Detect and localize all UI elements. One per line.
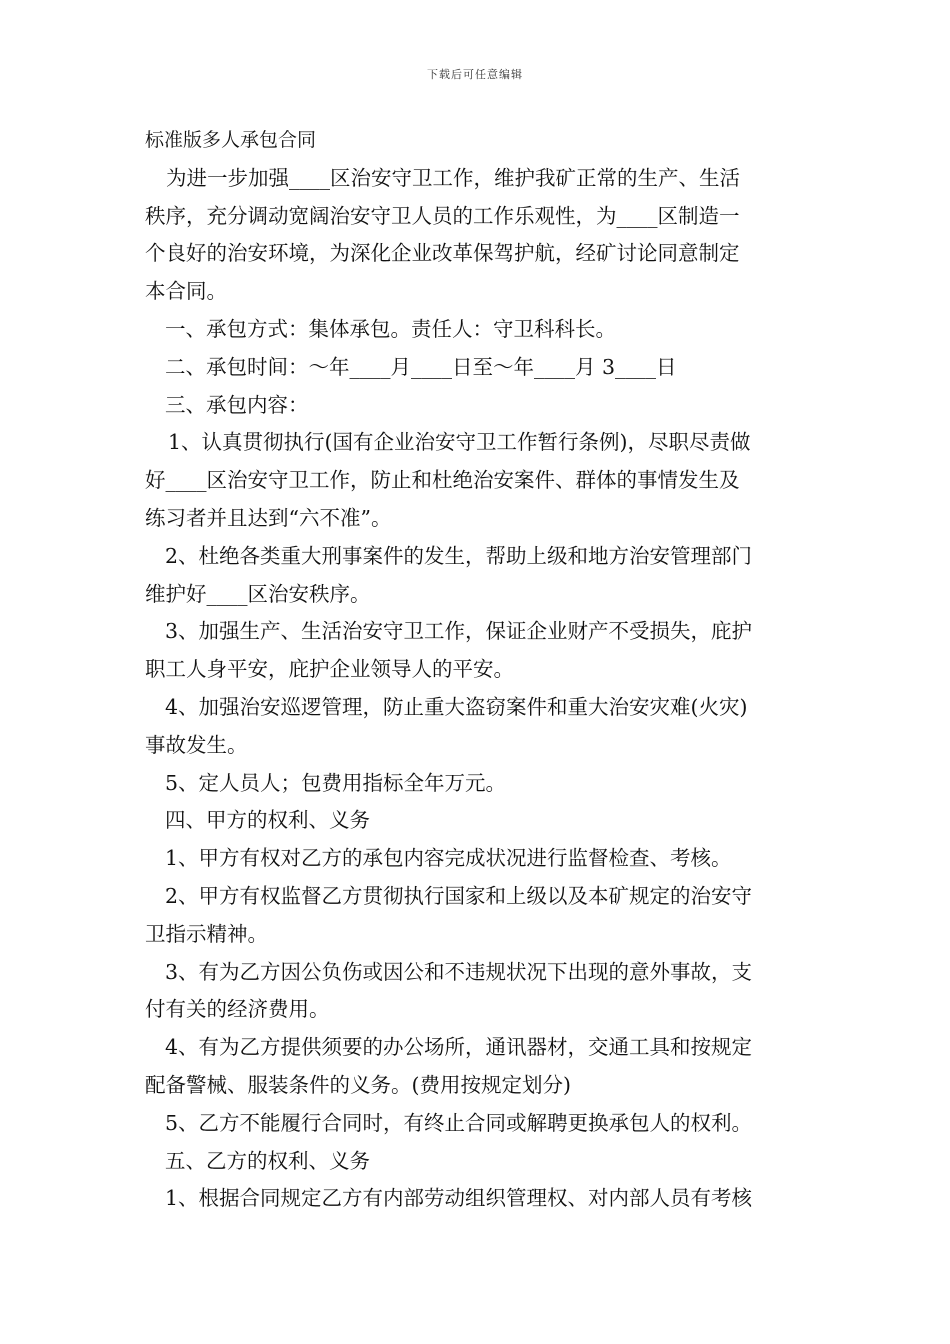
paragraph-line: 维护好____区治安秩序。	[145, 581, 371, 606]
paragraph-line: 事故发生。	[145, 732, 248, 757]
paragraph-line: 好____区治安守卫工作，防止和杜绝治安案件、群体的事情发生及	[145, 468, 740, 493]
page-header-note: 下载后可任意编辑	[427, 68, 523, 81]
paragraph-line: 4、加强治安巡逻管理，防止重大盗窃案件和重大治安灾难(火灾)	[165, 694, 748, 719]
paragraph-line: 卫指示精神。	[145, 921, 268, 946]
document-paragraph	[145, 765, 807, 803]
document-paragraph	[145, 840, 807, 878]
document-paragraph	[145, 689, 807, 765]
paragraph-line: 五、乙方的权利、义务	[165, 1148, 370, 1173]
document-title: 标准版多人承包合同	[145, 129, 317, 151]
document-paragraph	[145, 1105, 807, 1143]
paragraph-line: 1、甲方有权对乙方的承包内容完成状况进行监督检查、考核。	[165, 846, 732, 871]
paragraph-list	[145, 160, 807, 1218]
paragraph-line: 付有关的经济费用。	[145, 997, 330, 1022]
document-paragraph	[145, 802, 807, 840]
document-paragraph	[145, 424, 807, 537]
document-paragraph	[145, 878, 807, 954]
document-paragraph	[145, 387, 807, 425]
paragraph-line: 2、甲方有权监督乙方贯彻执行国家和上级以及本矿规定的治安守	[165, 883, 753, 908]
document-paragraph	[145, 1180, 807, 1218]
paragraph-line: 本合同。	[145, 279, 227, 304]
document-paragraph	[145, 954, 807, 1030]
document-paragraph	[145, 538, 807, 614]
document-paragraph	[145, 613, 807, 689]
paragraph-line: 5、定人员人；包费用指标全年万元。	[165, 770, 507, 795]
document-paragraph	[145, 349, 807, 387]
paragraph-line: 为进一步加强____区治安守卫工作，维护我矿正常的生产、生活	[166, 165, 740, 190]
paragraph-line: 四、甲方的权利、义务	[165, 808, 370, 833]
paragraph-line: 配备警械、服装条件的义务。(费用按规定划分)	[145, 1072, 571, 1097]
paragraph-line: 2、杜绝各类重大刑事案件的发生，帮助上级和地方治安管理部门	[165, 543, 753, 568]
paragraph-line: 秩序，充分调动宽阔治安守卫人员的工作乐观性，为____区制造一	[145, 203, 740, 228]
paragraph-line: 1、认真贯彻执行(国有企业治安守卫工作暂行条例)，尽职尽责做	[168, 430, 751, 455]
paragraph-line: 一、承包方式：集体承包。责任人：守卫科科长。	[165, 316, 616, 341]
paragraph-line: 三、承包内容：	[165, 392, 309, 417]
document-paragraph	[145, 1143, 807, 1181]
paragraph-line: 个良好的治安环境，为深化企业改革保驾护航，经矿讨论同意制定	[145, 241, 740, 266]
paragraph-line: 职工人身平安，庇护企业领导人的平安。	[145, 657, 514, 682]
paragraph-line: 二、承包时间：～年____月____日至～年____月 3____日	[165, 354, 677, 379]
document-paragraph	[145, 1029, 807, 1105]
paragraph-line: 1、根据合同规定乙方有内部劳动组织管理权、对内部人员有考核	[165, 1186, 753, 1211]
paragraph-line: 3、加强生产、生活治安守卫工作，保证企业财产不受损失，庇护	[165, 619, 753, 644]
document-paragraph	[145, 311, 807, 349]
paragraph-line: 4、有为乙方提供须要的办公场所，通讯器材，交通工具和按规定	[165, 1035, 753, 1060]
document-paragraph	[145, 160, 807, 311]
document-body	[145, 122, 807, 1218]
paragraph-line: 5、乙方不能履行合同时，有终止合同或解聘更换承包人的权利。	[165, 1110, 753, 1135]
paragraph-line: 练习者并且达到“六不准”。	[145, 505, 392, 530]
paragraph-line: 3、有为乙方因公负伤或因公和不违规状况下出现的意外事故，支	[165, 959, 753, 984]
